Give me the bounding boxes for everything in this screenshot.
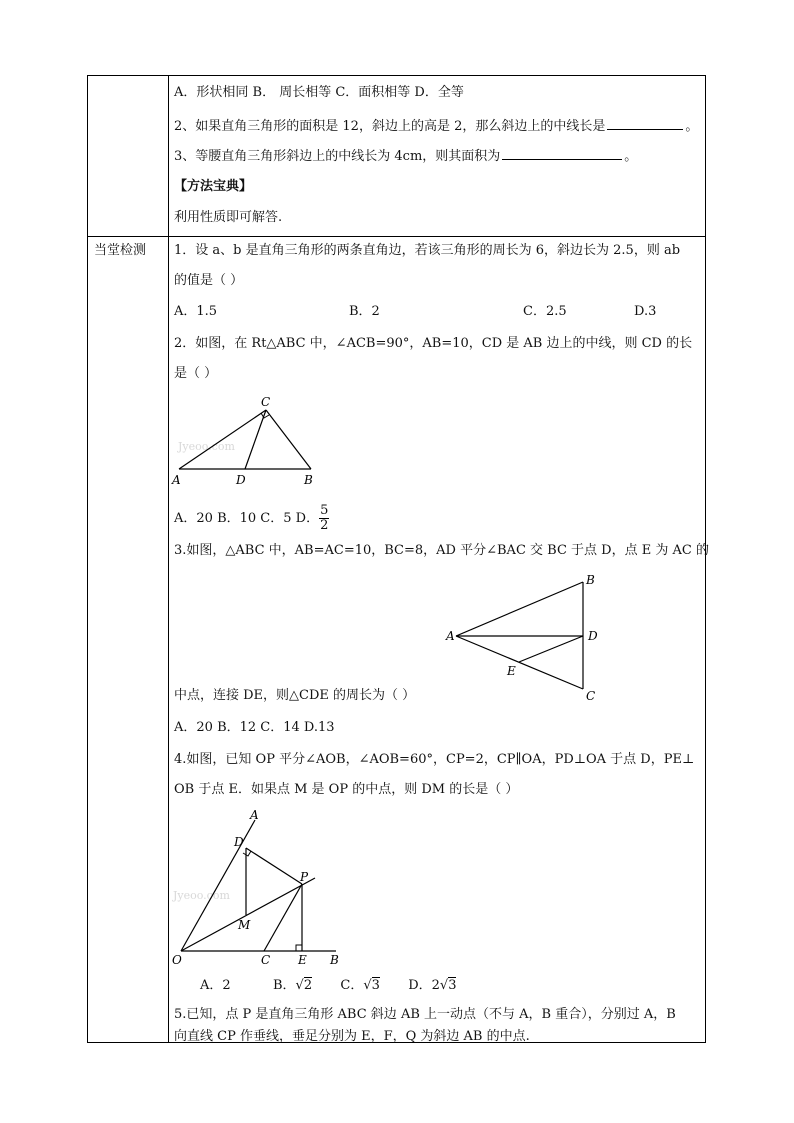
q3-options: A．20 B．12 C．14 D.13 bbox=[174, 720, 335, 735]
label-d: D bbox=[588, 629, 598, 643]
q1-option-b: B．2 bbox=[349, 304, 380, 319]
q2-line2: 是（ ） bbox=[174, 366, 218, 381]
label-d: D bbox=[236, 473, 246, 487]
q4-option-d: D．2√3 bbox=[408, 978, 457, 993]
label-p: P bbox=[300, 870, 309, 884]
triangle-figure-q3 bbox=[442, 570, 602, 705]
q4-line2: OB 于点 E．如果点 M 是 OP 的中点，则 DM 的长是（ ） bbox=[174, 782, 519, 797]
label-b: B bbox=[304, 473, 313, 487]
fraction-denominator: 2 bbox=[320, 518, 329, 533]
segment-pd bbox=[246, 848, 302, 884]
method-title: 【方法宝典】 bbox=[174, 179, 253, 194]
q5-line2: 向直线 CP 作垂线，垂足分别为 E，F，Q 为斜边 AB 的中点. bbox=[174, 1029, 530, 1044]
q4-options bbox=[200, 977, 456, 995]
figure-watermark: Jyeoo.com bbox=[178, 440, 235, 453]
fraction-5-2 bbox=[319, 504, 329, 533]
label-c: C bbox=[261, 953, 271, 967]
question-3-end: 。 bbox=[624, 149, 638, 164]
q1-line1: 1．设 a、b 是直角三角形的两条直角边，若该三角形的周长为 6，斜边长为 2.5，则 ab bbox=[174, 243, 681, 258]
median-cd bbox=[245, 410, 266, 469]
label-a: A bbox=[250, 808, 259, 822]
figure-watermark: Jyeoo.com bbox=[173, 889, 230, 902]
label-a: A bbox=[446, 629, 455, 643]
q3-line2: 中点，连接 DE，则△CDE 的周长为（ ） bbox=[174, 688, 416, 703]
question-2-end: 。 bbox=[685, 119, 699, 134]
q1-option-c: C．2.5 bbox=[523, 304, 567, 319]
question-2-top bbox=[174, 116, 698, 136]
triangle-figure-q2 bbox=[170, 390, 320, 488]
angle-figure-q4 bbox=[168, 806, 348, 968]
segment-de bbox=[519, 636, 583, 662]
q1-line2: 的值是（ ） bbox=[174, 273, 244, 288]
label-d: D bbox=[234, 835, 244, 849]
segment-cp bbox=[264, 884, 302, 951]
label-b: B bbox=[586, 573, 595, 587]
q2-options-prefix: A．20 B．10 C．5 D． bbox=[174, 511, 320, 526]
fraction-numerator: 5 bbox=[320, 503, 329, 518]
q4-option-c: C．√3 bbox=[340, 978, 380, 993]
label-c: C bbox=[586, 689, 596, 703]
label-a: A bbox=[172, 473, 181, 487]
q4-line1: 4.如图，已知 OP 平分∠AOB，∠AOB=60°，CP=2，CP∥OA，PD⊥OA 于点 D，PE⊥ bbox=[174, 752, 695, 767]
label-m: M bbox=[238, 918, 251, 932]
answer-blank bbox=[502, 146, 622, 160]
q1-option-a: A．1.5 bbox=[174, 304, 218, 319]
row-divider bbox=[88, 236, 705, 237]
q5-line1: 5.已知，点 P 是直角三角形 ABC 斜边 AB 上一动点（不与 A，B 重合），分别过 A，B bbox=[174, 1007, 676, 1022]
label-e: E bbox=[298, 953, 307, 967]
right-angle-marker-e bbox=[296, 945, 302, 951]
label-c: C bbox=[261, 395, 271, 409]
side-ab bbox=[456, 582, 583, 636]
method-text: 利用性质即可解答. bbox=[174, 210, 283, 225]
question-2-text: 2、如果直角三角形的面积是 12，斜边上的高是 2，那么斜边上的中线长是 bbox=[174, 119, 606, 134]
answer-blank bbox=[607, 116, 683, 130]
q4-option-a: A．2 bbox=[200, 978, 231, 993]
section-label: 当堂检测 bbox=[94, 243, 147, 258]
label-o: O bbox=[172, 953, 182, 967]
options-line: A．形状相同 B． 周长相等 C．面积相等 D．全等 bbox=[174, 85, 464, 100]
q4-option-b: B．√2 bbox=[272, 978, 313, 993]
question-3-text: 3、等腰直角三角形斜边上的中线长为 4cm，则其面积为 bbox=[174, 149, 501, 164]
q2-line1: 2．如图，在 Rt△ABC 中，∠ACB=90°，AB=10，CD 是 AB 边上的中线，则 CD 的长 bbox=[174, 336, 693, 351]
q3-line1: 3.如图，△ABC 中，AB=AC=10，BC=8，AD 平分∠BAC 交 BC 于点 D，点 E 为 AC 的 bbox=[174, 543, 709, 558]
q2-options bbox=[174, 502, 329, 536]
right-angle-marker-d bbox=[243, 851, 251, 856]
label-b: B bbox=[330, 953, 339, 967]
side-bc bbox=[266, 410, 311, 469]
q1-option-d: D.3 bbox=[634, 304, 657, 319]
question-3-top bbox=[174, 146, 637, 166]
label-e: E bbox=[507, 664, 516, 678]
